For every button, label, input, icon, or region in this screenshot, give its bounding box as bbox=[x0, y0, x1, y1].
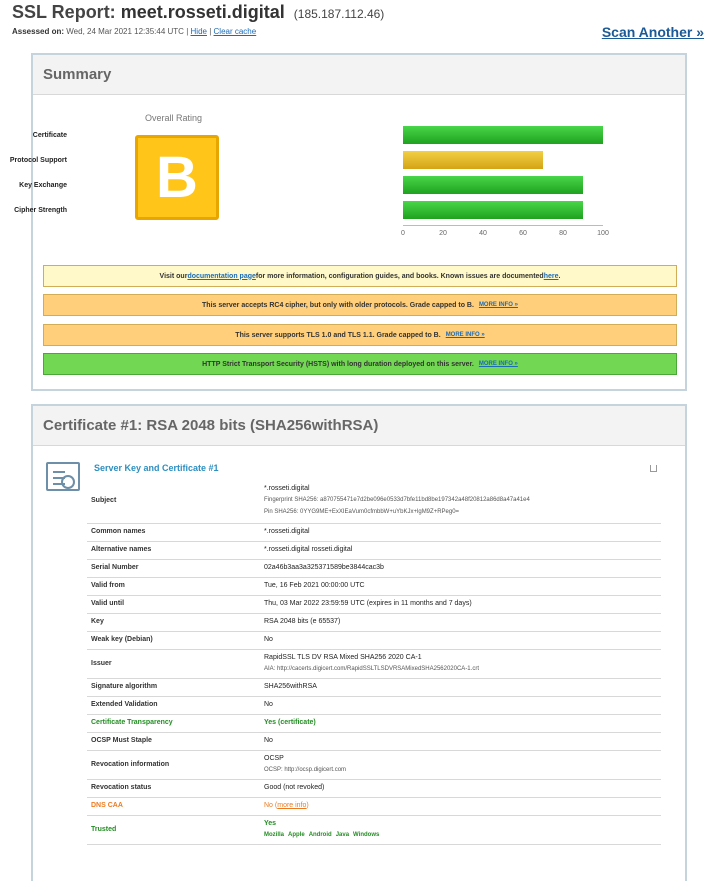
trusted-platform: Java bbox=[335, 831, 350, 838]
certificate-value bbox=[260, 523, 661, 541]
separator: | bbox=[209, 27, 214, 36]
rating-axis-tick: 100 bbox=[597, 230, 609, 237]
documentation-link[interactable]: documentation page bbox=[187, 272, 256, 280]
certificate-row bbox=[87, 595, 661, 613]
assessed-date: Wed, 24 Mar 2021 12:35:44 UTC bbox=[66, 27, 184, 36]
certificate-panel bbox=[31, 404, 687, 881]
tls-version-notice bbox=[43, 324, 677, 346]
certificate-row bbox=[87, 479, 661, 523]
certificate-row bbox=[87, 577, 661, 595]
certificate-value bbox=[260, 732, 661, 750]
certificate-value-main: No bbox=[264, 636, 273, 643]
certificate-detail: Pin SHA256: 0YYG9ME+ExXIEaVum0cfmbbW+uYbKJx+lgM9Z+RPeg0= bbox=[264, 508, 460, 515]
certificate-value-main: Tue, 16 Feb 2021 00:00:00 UTC bbox=[264, 582, 365, 589]
separator: | bbox=[186, 27, 191, 36]
trusted-platform: Windows bbox=[353, 831, 380, 838]
certificate-label: Trusted bbox=[87, 815, 260, 844]
notice-text: HTTP Strict Transport Security (HSTS) with long duration deployed on this server. bbox=[202, 360, 474, 368]
more-info-link[interactable]: MORE INFO » bbox=[478, 302, 518, 308]
certificate-value-main: Thu, 03 Mar 2022 23:59:59 UTC (expires in 11 months and 7 days) bbox=[264, 600, 472, 607]
documentation-notice bbox=[43, 265, 677, 287]
rating-bar bbox=[403, 201, 583, 219]
hide-link[interactable]: Hide bbox=[190, 27, 207, 36]
certificate-row bbox=[87, 714, 661, 732]
paren: ( bbox=[272, 802, 278, 809]
grade-badge: B bbox=[135, 135, 219, 220]
trusted-platform: Apple bbox=[288, 831, 305, 838]
certificate-value-main: Good (not revoked) bbox=[264, 784, 325, 791]
certificate-label: Signature algorithm bbox=[87, 678, 260, 696]
certificate-label: Issuer bbox=[87, 649, 260, 678]
certificate-value-main: Yes (certificate) bbox=[264, 719, 316, 726]
rating-bar-label: Key Exchange bbox=[19, 181, 67, 189]
rating-bar-label: Protocol Support bbox=[9, 156, 67, 164]
rating-axis-tick: 0 bbox=[401, 230, 405, 237]
certificate-row bbox=[87, 523, 661, 541]
certificate-value bbox=[260, 649, 661, 678]
certificate-value bbox=[260, 559, 661, 577]
certificate-row bbox=[87, 631, 661, 649]
clear-cache-link[interactable]: Clear cache bbox=[213, 27, 257, 36]
more-info-link[interactable]: MORE INFO » bbox=[445, 332, 485, 338]
certificate-label: Revocation information bbox=[87, 750, 260, 779]
certificate-label: Alternative names bbox=[87, 541, 260, 559]
title-prefix: SSL Report: bbox=[12, 2, 116, 22]
rating-bar bbox=[403, 176, 583, 194]
certificate-value-main: *.rosseti.digital bbox=[264, 528, 310, 535]
summary-heading: Summary bbox=[33, 55, 685, 95]
certificate-label: Weak key (Debian) bbox=[87, 631, 260, 649]
certificate-value-main: No bbox=[264, 802, 273, 809]
certificate-label: DNS CAA bbox=[87, 797, 260, 815]
certificate-value bbox=[260, 678, 661, 696]
certificate-subtitle: Server Key and Certificate #1 bbox=[94, 463, 219, 473]
certificate-label: Valid until bbox=[87, 595, 260, 613]
certificate-value bbox=[260, 714, 661, 732]
certificate-label: Common names bbox=[87, 523, 260, 541]
page-title bbox=[12, 2, 384, 23]
certificate-row bbox=[87, 678, 661, 696]
certificate-value-main: *.rosseti.digital rosseti.digital bbox=[264, 546, 353, 553]
notice-text: This server supports TLS 1.0 and TLS 1.1. Grade capped to B. bbox=[235, 331, 441, 339]
certificate-detail: AIA: http://cacerts.digicert.com/RapidSSLTLSDVRSAMixedSHA2562020CA-1.crt bbox=[264, 665, 479, 672]
certificate-label: Valid from bbox=[87, 577, 260, 595]
certificate-row bbox=[87, 696, 661, 714]
more-info-link[interactable]: MORE INFO » bbox=[478, 361, 518, 367]
overall-rating-label: Overall Rating bbox=[145, 113, 203, 123]
certificate-heading: Certificate #1: RSA 2048 bits (SHA256withRSA) bbox=[33, 406, 685, 446]
known-issues-link[interactable]: here bbox=[543, 272, 559, 280]
certificate-value-main: SHA256withRSA bbox=[264, 683, 317, 690]
certificate-value bbox=[260, 815, 661, 844]
certificate-label: Revocation status bbox=[87, 779, 260, 797]
assessed-label: Assessed on: bbox=[12, 27, 65, 36]
rc4-notice bbox=[43, 294, 677, 316]
certificate-value-main: RapidSSL TLS DV RSA Mixed SHA256 2020 CA-1 bbox=[264, 653, 422, 661]
rating-axis-tick: 60 bbox=[519, 230, 527, 237]
certificate-row bbox=[87, 815, 661, 844]
certificate-value-main: No bbox=[264, 701, 273, 708]
certificate-row bbox=[87, 559, 661, 577]
certificate-value-main: OCSP bbox=[264, 754, 284, 762]
rating-bar bbox=[403, 151, 543, 169]
paren: ) bbox=[306, 802, 309, 809]
rating-bar-chart bbox=[9, 125, 635, 253]
certificate-value-main: No bbox=[264, 737, 273, 744]
scan-another-link[interactable]: Scan Another » bbox=[601, 24, 704, 40]
certificate-value bbox=[260, 696, 661, 714]
certificate-label: OCSP Must Staple bbox=[87, 732, 260, 750]
certificate-value bbox=[260, 577, 661, 595]
summary-panel bbox=[9, 53, 687, 391]
certificate-detail: OCSP: http://ocsp.digicert.com bbox=[264, 766, 347, 773]
certificate-row bbox=[87, 613, 661, 631]
notice-period: . bbox=[558, 272, 561, 280]
certificate-row bbox=[87, 779, 661, 797]
certificate-value bbox=[260, 541, 661, 559]
certificate-label: Key bbox=[87, 613, 260, 631]
host-name: meet.rosseti.digital bbox=[120, 2, 285, 22]
certificate-row bbox=[87, 750, 661, 779]
certificate-detail: Fingerprint SHA256: a870755471e7d2be096e0533d7bfe11bd8be197342a48f20812a86d8a47a41e4 bbox=[264, 496, 530, 503]
certificate-row bbox=[87, 649, 661, 678]
certificate-table bbox=[87, 479, 661, 845]
certificate-row bbox=[87, 797, 661, 815]
assessed-line bbox=[12, 27, 256, 36]
certificate-label: Serial Number bbox=[87, 559, 260, 577]
notice-text: This server accepts RC4 cipher, but only with older protocols. Grade capped to B. bbox=[202, 301, 474, 309]
more-info-link[interactable]: more info bbox=[277, 802, 307, 809]
certificate-label: Certificate Transparency bbox=[87, 714, 260, 732]
ip-address: (185.187.112.46) bbox=[293, 7, 385, 21]
certificate-label: Subject bbox=[87, 479, 260, 523]
rating-axis-tick: 80 bbox=[559, 230, 567, 237]
certificate-value bbox=[260, 797, 661, 815]
certificate-value-main: RSA 2048 bits (e 65537) bbox=[264, 618, 341, 625]
trusted-platforms bbox=[264, 829, 657, 841]
trusted-platform: Mozilla bbox=[264, 831, 285, 838]
certificate-value bbox=[260, 750, 661, 779]
certificate-label: Extended Validation bbox=[87, 696, 260, 714]
rating-axis-tick: 20 bbox=[439, 230, 447, 237]
certificate-value bbox=[260, 479, 661, 523]
download-icon[interactable] bbox=[650, 465, 657, 472]
rating-axis bbox=[401, 225, 609, 237]
certificate-icon bbox=[46, 462, 80, 491]
certificate-value-main: *.rosseti.digital bbox=[264, 484, 310, 492]
certificate-value-main: Yes bbox=[264, 819, 277, 827]
rating-bar-label: Certificate bbox=[32, 131, 67, 139]
notice-text: Visit our bbox=[159, 272, 188, 280]
certificate-row bbox=[87, 732, 661, 750]
certificate-value bbox=[260, 613, 661, 631]
hsts-notice bbox=[43, 353, 677, 375]
rating-bar-label: Cipher Strength bbox=[14, 206, 67, 214]
certificate-value-main: 02a46b3aa3a325371589be3844cac3b bbox=[264, 564, 384, 571]
notice-text: for more information, configuration guides, and books. Known issues are documented bbox=[255, 272, 544, 280]
rating-axis-tick: 40 bbox=[479, 230, 487, 237]
certificate-value bbox=[260, 631, 661, 649]
certificate-row bbox=[87, 541, 661, 559]
rating-bar bbox=[403, 126, 603, 144]
certificate-value bbox=[260, 779, 661, 797]
certificate-value bbox=[260, 595, 661, 613]
trusted-platform: Android bbox=[308, 831, 332, 838]
